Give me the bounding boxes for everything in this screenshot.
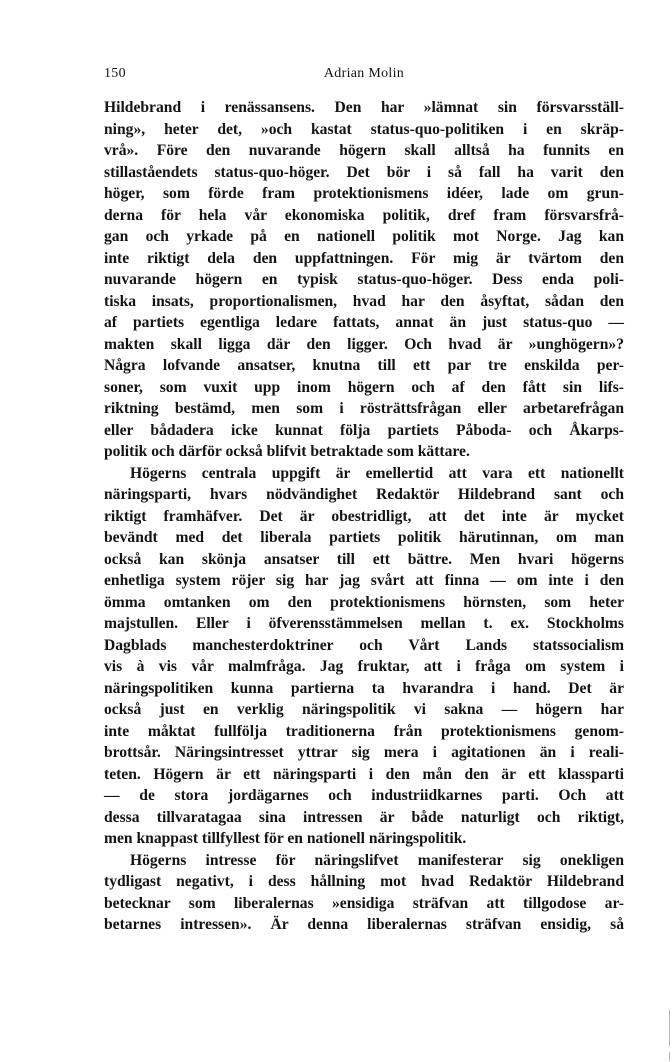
text-line: Dagblads manchesterdoktriner och Vårt Lands statssocialism (104, 636, 624, 654)
text-line: också kan skönja ansatser till ett bättre. Men hvari högerns (104, 550, 624, 568)
text-line: vrå». Före den nuvarande högern skall alltså ha funnits en (104, 142, 624, 159)
text-line: näringsparti, hvars nödvändighet Redaktör Hildebrand sant och (104, 486, 624, 503)
text-line: derna för hela vår ekonomiska politik, dref fram försvarsfrå- (104, 206, 624, 224)
text-line: brottsår. Näringsintresset yttrar sig mera i agitationen än i reali- (104, 744, 624, 761)
text-line: inte måktat fullfölja traditionerna från protektionismens genom- (104, 722, 624, 740)
text-line: höger, som förde fram protektionismens idéer, lade om grun- (104, 185, 624, 202)
running-title: Adrian Molin (323, 66, 405, 81)
text-line: Hildebrand i renässansens. Den har »lämnat sin försvarsställ- (104, 99, 624, 116)
text-line: men knappast tillfyllest för en nationell näringspolitik. (104, 830, 467, 847)
text-line: inte riktigt dela den uppfattningen. För mig är tvärtom den (104, 249, 624, 267)
text-line: Högerns intresse för näringslifvet manifesterar sig onekligen (130, 851, 624, 869)
text-line: eller bådadera icke kunnat följa partiets Påboda- och Åkarps- (104, 421, 624, 439)
text-line: dessa tillvaratagaa sina intressen är både naturligt och riktigt, (104, 808, 624, 826)
text-line: stillaståendets status-quo-höger. Det bör i så fall ha varit den (104, 163, 624, 181)
running-head (104, 66, 624, 86)
text-line: betarnes intressen». Är denna liberalernas sträfvan ensidig, så (104, 916, 624, 933)
text-line: ning», heter det, »och kastat status-quo-politiken i en skräp- (104, 120, 624, 138)
text-line: makten skall ligga där den ligger. Och hvad är »unghögern»? (104, 335, 624, 353)
text-line: gan och yrkade på en nationell politik mot Norge. Jag kan (104, 228, 624, 245)
text-line: riktigt framhäfver. Det är obestridligt, att det inte är mycket (104, 507, 624, 525)
scan-edge-mark (669, 1010, 670, 1046)
text-line: bevändt med det liberala partiets politik härutinnan, om man (104, 529, 624, 546)
text-line: Högerns centrala uppgift är emellertid att vara ett nationellt (130, 464, 624, 482)
text-line: af partiets egentliga ledare fattats, annat än just status-quo — (104, 314, 624, 331)
text-line: ömma omtanken om den protektionismens hörnsten, som heter (104, 593, 624, 611)
text-line: näringspolitiken kunna partierna ta hvarandra i hand. Det är (104, 679, 624, 697)
text-line: — de stora jordägarnes och industriidkarnes parti. Och att (104, 787, 624, 804)
scan-edge-mark (669, 1052, 670, 1061)
text-line: vis à vis vår malmfråga. Jag fruktar, att i fråga om system i (104, 658, 624, 675)
text-line: teten. Högern är ett näringsparti i den mån den är ett klassparti (104, 765, 624, 783)
text-line: Några lofvande ansatser, knutna till ett par tre enskilda per- (104, 357, 624, 374)
text-line: tydligast negativt, i dess hållning mot hvad Redaktör Hildebrand (104, 873, 624, 890)
text-line: politik och därför också blifvit betraktade som kättare. (104, 443, 470, 460)
text-line: soner, som vuxit upp inom högern och af den fått sin lifs- (104, 378, 624, 396)
text-line: nuvarande högern en typisk status-quo-höger. Dess enda poli- (104, 271, 624, 288)
text-line: tiska insats, proportionalismen, hvad har den åsyftat, sådan den (104, 292, 624, 310)
body-text (104, 97, 624, 936)
text-line: enhetliga system röjer sig har jag svårt att finna — om inte i den (104, 572, 624, 589)
text-line: också just en verklig näringspolitik vi sakna — högern har (104, 701, 624, 718)
page-number: 150 (104, 66, 126, 81)
text-line: majstullen. Eller i öfverensstämmelsen mellan t. ex. Stockholms (104, 615, 624, 632)
text-line: riktning bestämd, men som i rösträttsfrågan eller arbetarefrågan (104, 400, 624, 417)
text-line: betecknar som liberalernas »ensidiga sträfvan att tillgodose ar- (104, 894, 624, 912)
